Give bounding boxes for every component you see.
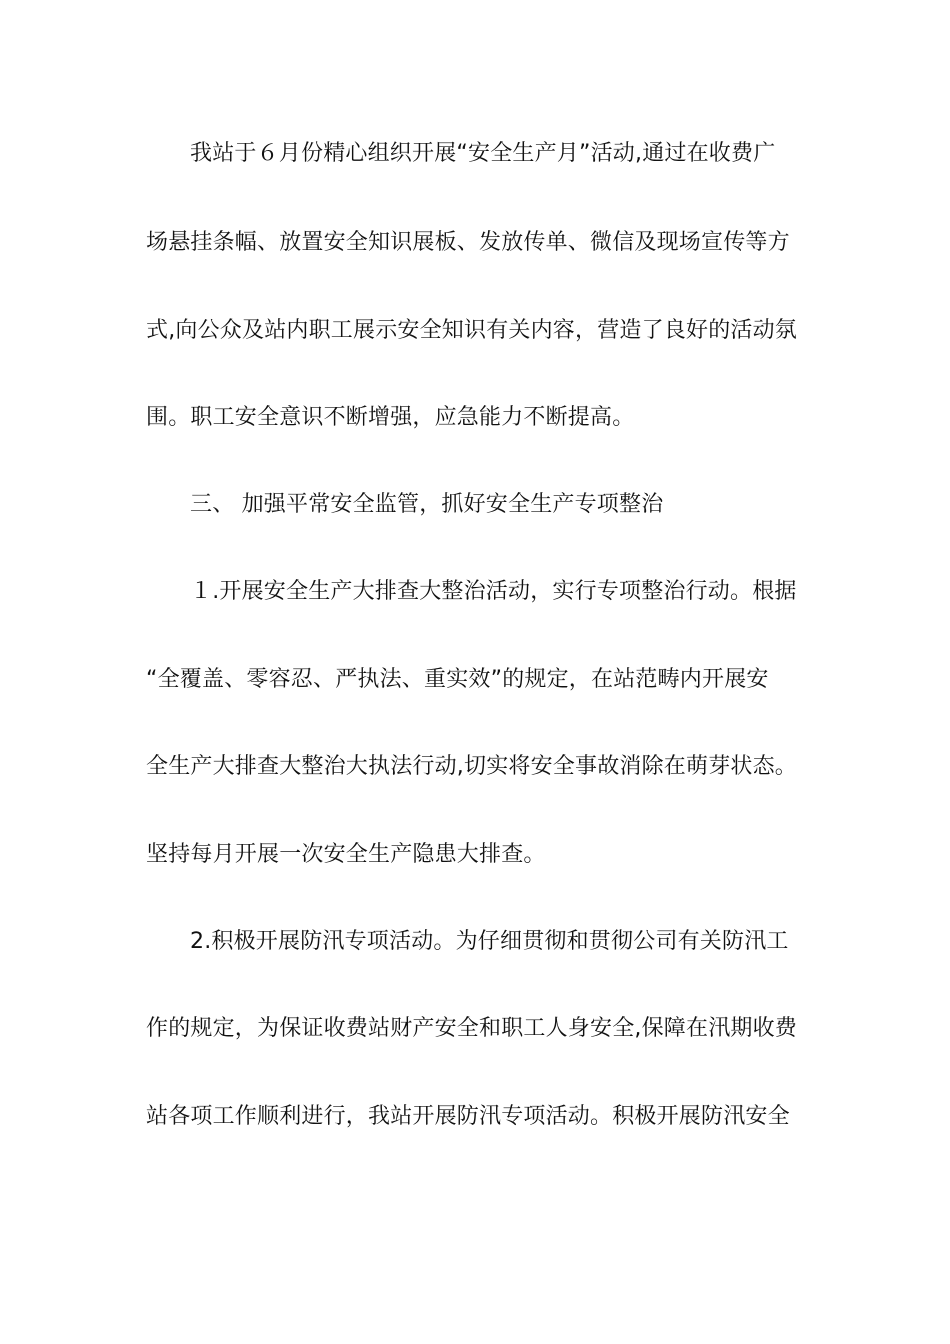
paragraph-line: 坚持每月开展一次安全生产隐患大排查。 <box>146 842 546 867</box>
paragraph-line: 场悬挂条幅、放置安全知识展板、发放传单、微信及现场宣传等方 <box>146 230 790 255</box>
paragraph-line: “全覆盖、零容忍、严执法、重实效”的规定，在站范畴内开展安 <box>146 667 769 692</box>
paragraph-line: 围。职工安全意识不断增强，应急能力不断提高。 <box>146 405 635 430</box>
paragraph-line: 我站于６月份精心组织开展“安全生产月”活动,通过在收费广 <box>190 141 776 166</box>
paragraph-line: 全生产大排查大整治大执法行动,切实将安全事故消除在萌芽状态。 <box>146 754 797 779</box>
paragraph-line: 站各项工作顺利进行，我站开展防汛专项活动。积极开展防汛安全 <box>146 1104 790 1129</box>
section-heading: 三、 加强平常安全监管，抓好安全生产专项整治 <box>190 492 664 517</box>
paragraph-line: 2.积极开展防汛专项活动。为仔细贯彻和贯彻公司有关防汛工 <box>190 929 789 954</box>
paragraph-line: １.开展安全生产大排查大整治活动，实行专项整治行动。根据 <box>190 579 797 604</box>
paragraph-line: 作的规定，为保证收费站财产安全和职工人身安全,保障在汛期收费 <box>146 1016 797 1041</box>
paragraph-line: 式,向公众及站内职工展示安全知识有关内容，营造了良好的活动氛 <box>146 318 797 343</box>
